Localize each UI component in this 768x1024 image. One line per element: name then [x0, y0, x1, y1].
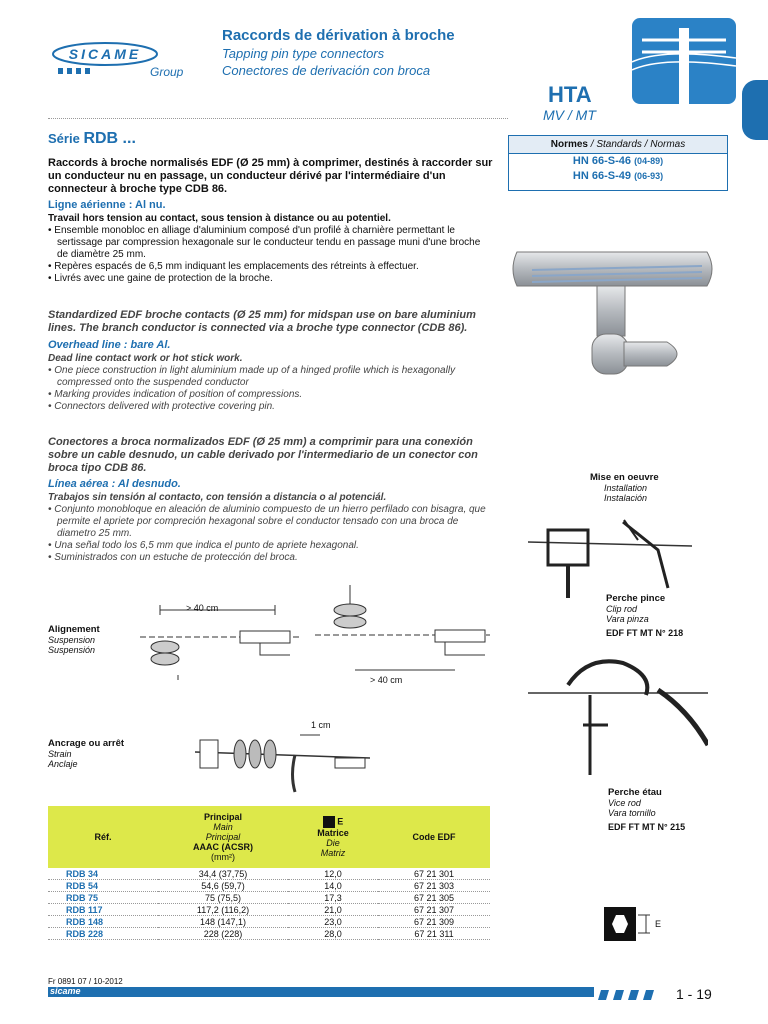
- table-row: RDB 75 75 (75,5) 17,3 67 21 305: [48, 892, 490, 904]
- en-bullets: [48, 365, 493, 413]
- dim-1cm: 1 cm: [311, 720, 331, 730]
- list-item: • Conjunto monobloque en aleación de aluminio compuesto de un hierro perfilado con bisagra, que permite el apriete por compreción hexagonal sobre el conductor tensado con una broca de diametro 25 mm.: [48, 504, 486, 539]
- table-row: RDB 117 117,2 (116,2) 21,0 67 21 307: [48, 904, 490, 916]
- ref-215: EDF FT MT N° 215: [608, 822, 686, 832]
- list-item: • One piece construction in light aluminium made up of a hinged profile which is hexagonally compressed onto the suspended conductor: [48, 365, 456, 388]
- table-row: RDB 54 54,6 (59,7) 14,0 67 21 303: [48, 880, 490, 892]
- table-row: RDB 34 34,4 (37,75) 12,0 67 21 301: [48, 868, 490, 880]
- list-item: • Livrés avec une gaine de protection de la broche.: [48, 273, 273, 284]
- norme-line-1: HN 66-S-46 (04-89): [572, 155, 664, 167]
- svg-text:Group: Group: [150, 65, 184, 78]
- side-tab: [742, 80, 768, 140]
- install-drawing-clip-rod: [528, 510, 692, 600]
- e-label: E: [655, 919, 662, 929]
- th-ref: Réf.: [48, 806, 158, 868]
- es-block: [48, 436, 493, 564]
- fr-intro: Raccords à broche normalisés EDF (Ø 25 mm) à comprimer, destinés à raccorder sur un conducteur nu en passage, un conducteur dérivé par l'intermédiaire d'un connecteur à broche type CDB 86.: [48, 157, 493, 195]
- die-icon: [323, 816, 335, 828]
- fr-travail: Travail hors tension au contact, sous tension à distance ou au potentiel.: [48, 213, 391, 224]
- ref-218: EDF FT MT N° 218: [606, 628, 684, 638]
- ancrage-label: Ancrage ou arrêt Strain Anclaje: [48, 738, 125, 769]
- th-code: Code EDF: [378, 806, 490, 868]
- footer-brand: sicame: [50, 986, 81, 996]
- es-travail: Trabajos sin tensión al contacto, con tensión a distancia o al potenciál.: [48, 492, 387, 503]
- list-item: • Ensemble monobloc en alliage d'aluminium composé d'un profilé à charnière permettant le sertissage par compression hexagonale sur le conducteur tendu en passage muni d'une broche de diamètre 25 mm.: [48, 225, 481, 260]
- footer-bar: [48, 987, 594, 997]
- svg-text:SICAME: SICAME: [68, 46, 142, 62]
- strain-diagram: [195, 730, 370, 795]
- list-item: • Marking provides indication of position of compressions.: [48, 389, 303, 400]
- fr-bullets: [48, 225, 493, 285]
- list-item: • Repères espacés de 6,5 mm indiquant les emplacements des rétreints à effectuer.: [48, 261, 419, 272]
- pylon-icon: [632, 18, 736, 104]
- connector-image: [512, 234, 722, 404]
- normes-box: [508, 135, 728, 191]
- list-item: • Una señal todo los 6,5 mm que indica el punto de apriete hexagonal.: [48, 540, 359, 551]
- suspension-diagram-2: [315, 580, 490, 675]
- title-es: Conectores de derivación con broca: [222, 63, 431, 78]
- product-table: [48, 806, 490, 940]
- fr-ligne: Ligne aérienne : Al nu.: [48, 199, 166, 211]
- alignement-label: Alignement Suspension Suspensión: [48, 624, 100, 655]
- dim-40-a: > 40 cm: [186, 603, 219, 613]
- list-item: • Suministrados con un estuche de protección del broca.: [48, 552, 298, 563]
- en-intro: Standardized EDF broche contacts (Ø 25 mm) for midspan use on bare aluminium lines. The branch conductor is connected via a broche type connector (CDB 86).: [48, 309, 476, 334]
- install-title: Mise en oeuvre Installation Instalación: [590, 472, 659, 503]
- suspension-diagram-1: [140, 595, 300, 680]
- divider: [48, 118, 508, 119]
- en-travail: Dead line contact work or hot stick work.: [48, 353, 243, 364]
- footer-stripes: [598, 987, 662, 997]
- norme-line-2: HN 66-S-49 (06-93): [572, 170, 664, 182]
- title-en: Tapping pin type connectors: [222, 46, 385, 61]
- install-drawing-vice-rod: [528, 655, 708, 785]
- title-fr: Raccords de dérivation à broche: [222, 27, 455, 44]
- th-principal: Principal Main Principal AAAC (ACSR) (mm²): [158, 806, 288, 868]
- sicame-logo: [50, 38, 190, 78]
- serie-title: [48, 130, 136, 148]
- es-intro: Conectores a broca normalizados EDF (Ø 25 mm) a comprimir para una conexión sobre un cable desnudo, un cable derivado por l'intermediario de un conector con broca tipo CDB 86.: [48, 436, 478, 474]
- es-ligne: Línea aérea : Al desnudo.: [48, 478, 181, 490]
- mvmt-label: MV / MT: [543, 107, 596, 123]
- table-row: RDB 148 148 (147,1) 23,0 67 21 309: [48, 916, 490, 928]
- perche-etau-label: Perche étau Vice rod Vara tornillo: [608, 787, 662, 818]
- serie-prefix: Série: [48, 131, 80, 146]
- perche-pince-label: Perche pince Clip rod Vara pinza: [606, 593, 666, 624]
- dim-40-b: > 40 cm: [370, 675, 403, 685]
- list-item: • Connectors delivered with protective covering pin.: [48, 401, 275, 412]
- footer-ref: Fr 0891 07 / 10-2012: [48, 977, 123, 986]
- table-row: RDB 228 228 (228) 28,0 67 21 311: [48, 928, 490, 940]
- en-ligne: Overhead line : bare Al.: [48, 339, 171, 351]
- es-bullets: [48, 504, 493, 564]
- th-matrice: E Matrice Die Matriz: [288, 806, 378, 868]
- serie-name: RDB ...: [83, 130, 136, 147]
- normes-head: Normes / Standards / Normas: [509, 136, 727, 154]
- hta-label: HTA: [548, 82, 592, 107]
- page-number: 1 - 19: [676, 986, 712, 1002]
- fr-block: [48, 157, 493, 285]
- en-block: [48, 309, 493, 413]
